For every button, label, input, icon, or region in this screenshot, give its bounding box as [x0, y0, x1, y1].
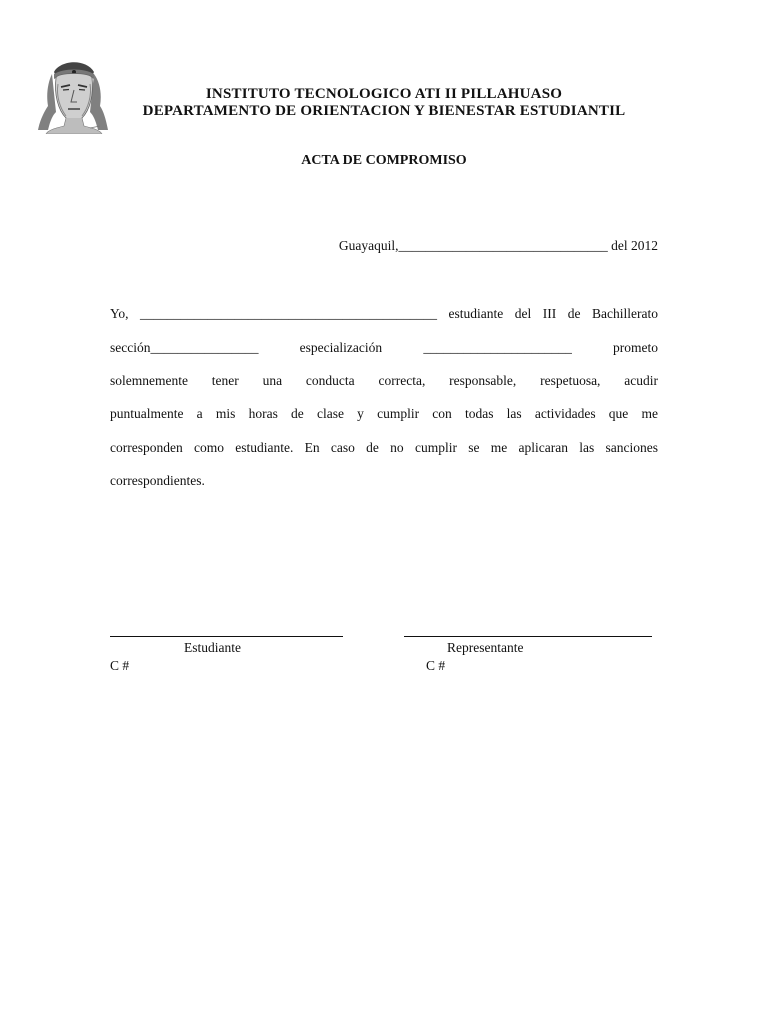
student-id-label: C #: [110, 658, 130, 673]
representative-id-label: C #: [426, 658, 446, 673]
document-title: ACTA DE COMPROMISO: [301, 153, 467, 168]
body-line: corresponden como estudiante. En caso de no cumplir se me aplicaran las sanciones: [110, 440, 658, 455]
department-name: DEPARTAMENTO DE ORIENTACION Y BIENESTAR ESTUDIANTIL: [142, 103, 626, 119]
body-line: solemnemente tener una conducta correcta, responsable, respetuosa, acudir: [110, 373, 658, 388]
body-line: puntualmente a mis horas de clase y cumplir con todas las actividades que me: [110, 406, 658, 421]
body-line: Yo, ____________________________________________ estudiante del III de Bachillerato: [110, 306, 658, 321]
date-line: Guayaquil,_______________________________ del 2012: [338, 238, 658, 253]
representative-signature-label: Representante: [447, 640, 524, 655]
representative-signature-line: [404, 636, 652, 637]
body-line: correspondientes.: [110, 473, 205, 488]
student-signature-label: Estudiante: [184, 640, 241, 655]
body-line: sección________________ especialización ______________________ prometo: [110, 340, 658, 355]
institution-name: INSTITUTO TECNOLOGICO ATI II PILLAHUASO: [205, 86, 563, 102]
student-signature-line: [110, 636, 343, 637]
